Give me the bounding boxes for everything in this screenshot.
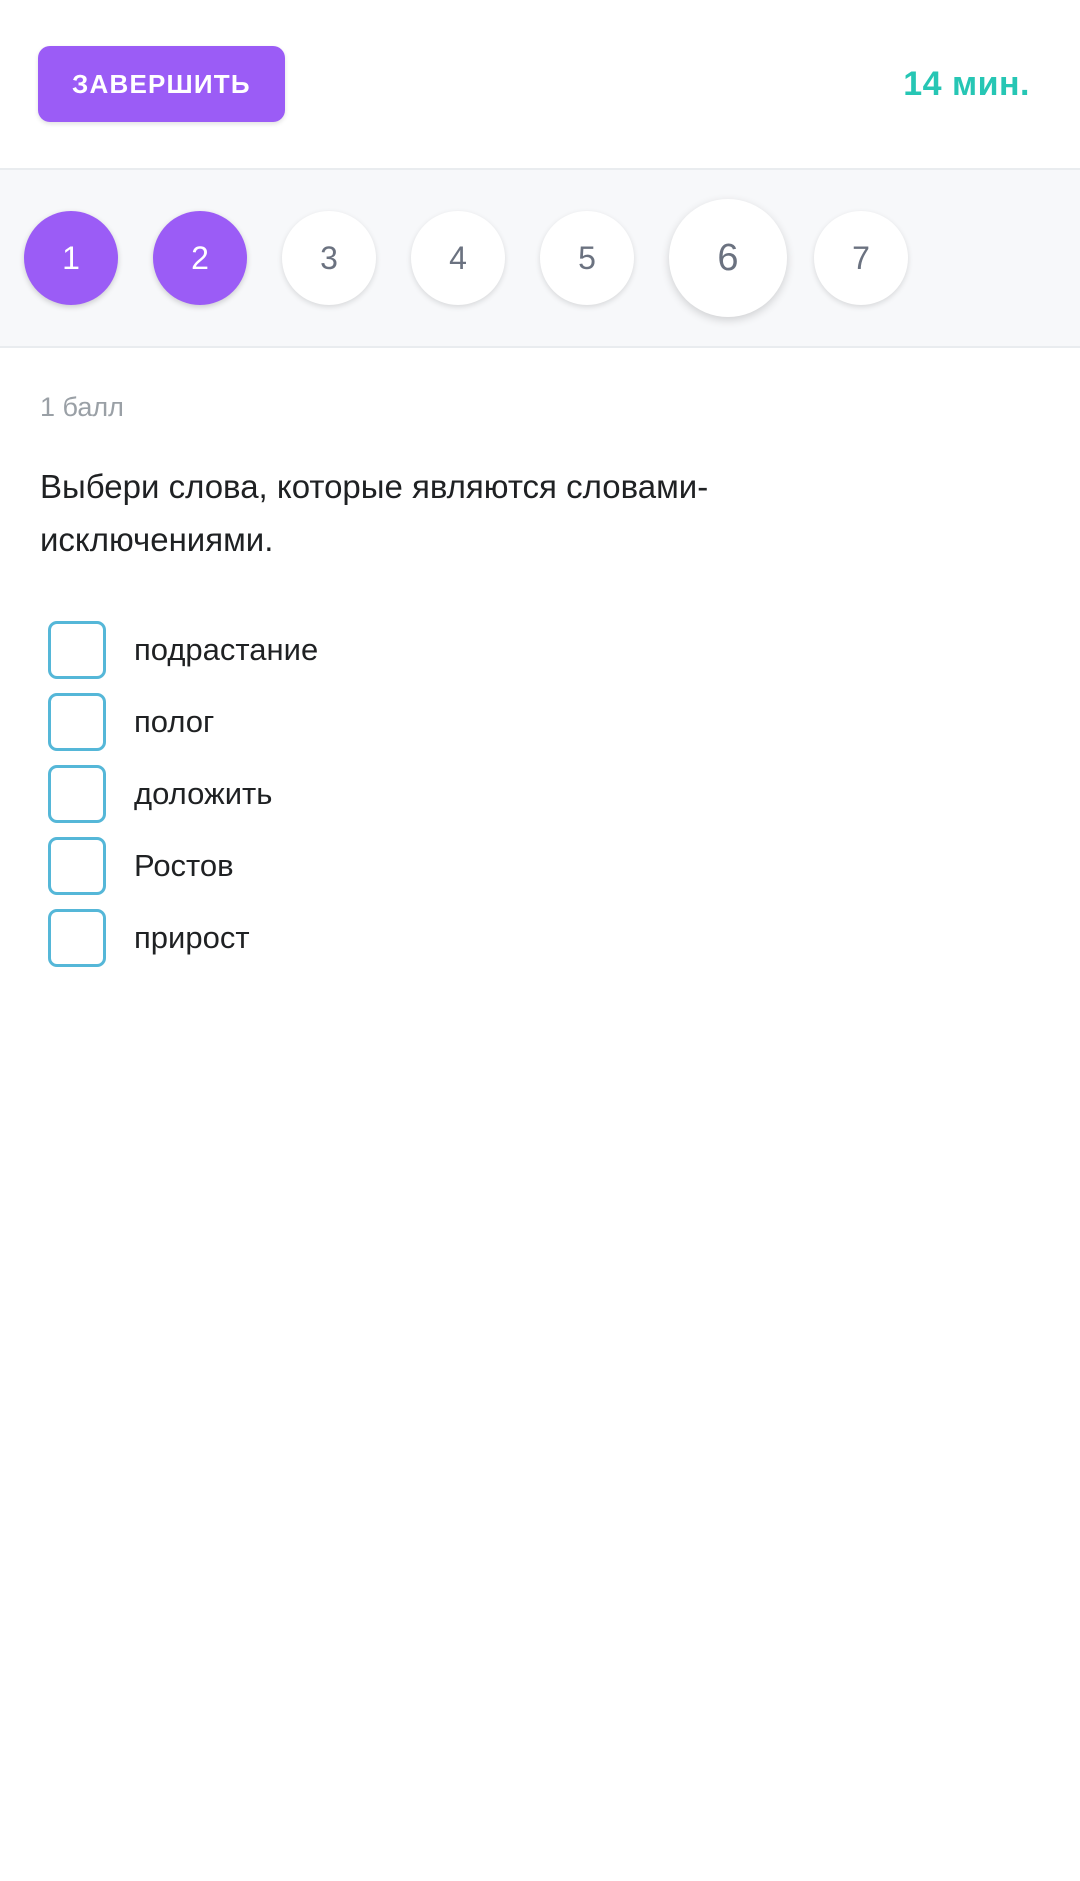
question-nav-item-2[interactable]: 2	[153, 211, 247, 305]
option-row[interactable]	[40, 765, 1040, 823]
timer-remaining: 14 мин.	[903, 64, 1030, 103]
question-nav-strip[interactable]	[0, 170, 1080, 348]
option-label: прирост	[134, 919, 250, 955]
finish-button[interactable]: ЗАВЕРШИТЬ	[38, 46, 285, 122]
option-label: Ростов	[134, 847, 234, 883]
question-nav-item-6[interactable]: 6	[669, 199, 787, 317]
question-nav-item-4[interactable]: 4	[411, 211, 505, 305]
checkbox-icon[interactable]	[48, 909, 106, 967]
option-row[interactable]	[40, 837, 1040, 895]
option-label: доложить	[134, 775, 273, 811]
question-nav-item-3[interactable]: 3	[282, 211, 376, 305]
question-points: 1 балл	[40, 392, 124, 422]
checkbox-icon[interactable]	[48, 765, 106, 823]
option-row[interactable]	[40, 693, 1040, 751]
option-label: подрастание	[134, 631, 319, 667]
question-nav-item-1[interactable]: 1	[24, 211, 118, 305]
checkbox-icon[interactable]	[48, 837, 106, 895]
checkbox-icon[interactable]	[48, 621, 106, 679]
top-bar	[0, 0, 1080, 170]
question-area	[0, 348, 1080, 967]
option-row[interactable]	[40, 909, 1040, 967]
answer-options	[40, 621, 1040, 967]
question-nav-item-7[interactable]: 7	[814, 211, 908, 305]
question-text: Выбери слова, которые являются словами-исключениями.	[40, 468, 709, 558]
option-row[interactable]	[40, 621, 1040, 679]
question-nav-item-5[interactable]: 5	[540, 211, 634, 305]
checkbox-icon[interactable]	[48, 693, 106, 751]
option-label: полог	[134, 703, 215, 739]
